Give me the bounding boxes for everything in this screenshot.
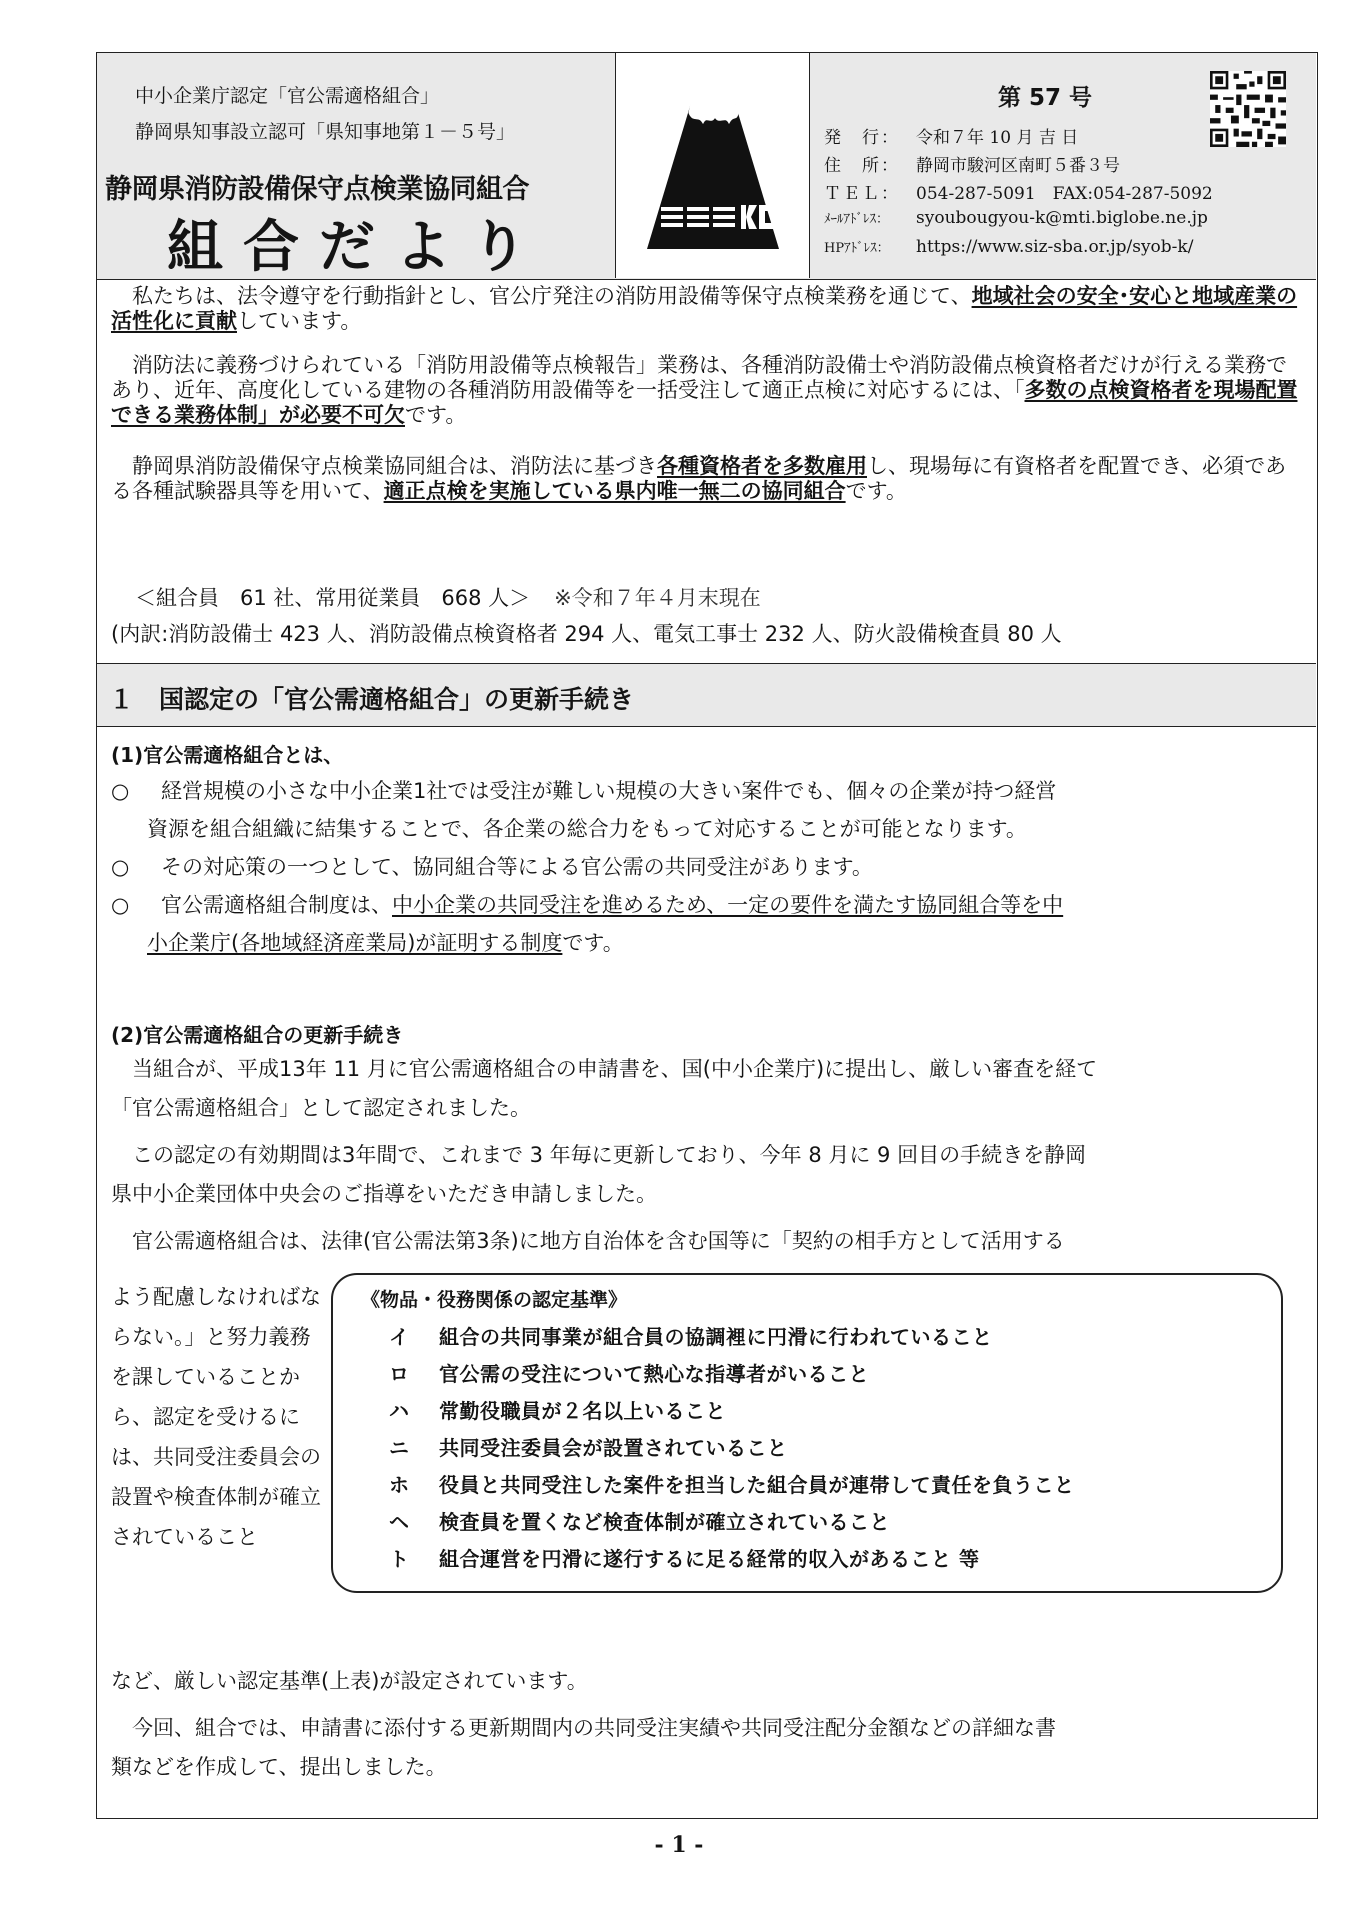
- text: 私たちは、法令遵守を行動指針とし、官公庁発注の消防用設備等保守点検業務を通じて、: [111, 284, 972, 308]
- staff-breakdown: (内訳:消防設備士 423 人、消防設備点検資格者 294 人、電気工事士 232 人、防火設備検査員 80 人: [111, 622, 1062, 646]
- masthead-left: [97, 53, 616, 278]
- organization-name: 静岡県消防設備保守点検業協同組合: [105, 174, 529, 205]
- criteria-key: ホ: [389, 1473, 410, 1497]
- text: です。: [562, 931, 624, 955]
- emphasis: 各種資格者を多数雇用: [657, 454, 867, 478]
- info-address: [824, 151, 1120, 176]
- bullet-3-line-1: [111, 889, 1063, 919]
- intro-paragraph-1: [111, 284, 1307, 334]
- approval-line: 静岡県知事設立認可「県知事地第１－５号」: [135, 121, 516, 143]
- criteria-item: [389, 1395, 726, 1424]
- bullet-icon: ○: [111, 779, 130, 803]
- mount-fuji-logo: [616, 53, 810, 278]
- body-line: 官公需適格組合は、法律(官公需法第3条)に地方自治体を含む国等に「契約の相手方として活用する: [111, 1229, 1065, 1253]
- as-of-note: ※令和７年４月末現在: [554, 586, 761, 610]
- info-value: 054-287-5091 FAX:054-287-5092: [916, 184, 1213, 204]
- body-line: 当組合が、平成13年 11 月に官公需適格組合の申請書を、国(中小企業庁)に提出し、厳しい審査を経て: [111, 1057, 1098, 1081]
- underlined-text: 小企業庁(各地域経済産業局)が証明する制度: [147, 931, 563, 955]
- info-value: 静岡市駿河区南町５番３号: [916, 156, 1120, 176]
- bullet-1-line-1: [111, 775, 1056, 805]
- criteria-key: イ: [389, 1325, 410, 1349]
- info-label: 発 行：: [824, 128, 900, 148]
- fuji-logo-icon: [643, 89, 783, 249]
- text: です。: [845, 479, 907, 503]
- members-text: ＜組合員 61 社、常用従業員 668 人＞: [135, 586, 531, 610]
- criteria-item: [389, 1469, 1075, 1498]
- page-number: - 1 -: [654, 1832, 704, 1858]
- criteria-box: [331, 1273, 1283, 1593]
- criteria-key: ト: [389, 1547, 410, 1571]
- criteria-text: 常勤役職員が２名以上いること: [439, 1399, 726, 1423]
- info-phone: [824, 179, 1213, 204]
- criteria-text: 役員と共同受注した案件を担当した組合員が連帯して責任を負うこと: [439, 1473, 1075, 1497]
- criteria-text: 組合の共同事業が組合員の協調裡に円滑に行われていること: [439, 1325, 993, 1349]
- subsection-heading-2: (2)官公需適格組合の更新手続き: [111, 1023, 404, 1047]
- body-line: 「官公需適格組合」として認定されました。: [111, 1096, 531, 1120]
- criteria-text: 官公需の受注について熱心な指導者がいること: [439, 1362, 870, 1386]
- underlined-text: 中小企業の共同受注を進めるため、一定の要件を満たす協同組合等を中: [392, 893, 1064, 917]
- email-link[interactable]: syoubougyou-k@mti.biglobe.ne.jp: [916, 208, 1208, 228]
- bullet-3-line-2: [111, 927, 624, 957]
- criteria-text: 組合運営を円滑に遂行するに足る経常的収入があること 等: [439, 1547, 980, 1571]
- criteria-key: ニ: [389, 1436, 410, 1460]
- text: 消防法に義務づけられている「消防用設備等点検報告」業務は、各種消防設備士や消防設備点検資格者だけが行える業務であり、近年、高度化している建物の各種消防用設備等を一括受注して適正点検に対応するには、「: [111, 353, 1287, 402]
- info-label: 住 所：: [824, 156, 900, 176]
- section-title: １ 国認定の「官公需適格組合」の更新手続き: [109, 685, 635, 714]
- text: その対応策の一つとして、協同組合等による官公需の共同受注があります。: [161, 855, 873, 879]
- info-email: [824, 208, 1208, 228]
- text: です。: [405, 403, 467, 427]
- criteria-item: [389, 1321, 993, 1350]
- website-link[interactable]: https://www.siz-sba.or.jp/syob-k/: [916, 237, 1194, 257]
- info-website: [824, 237, 1193, 257]
- issue-number: 第 57 号: [998, 85, 1093, 111]
- intro-paragraph-3: [111, 454, 1307, 504]
- info-label: ＴＥＬ：: [824, 184, 900, 204]
- emphasis: 適正点検を実施している県内唯一無二の協同組合: [383, 479, 846, 503]
- intro-section: [97, 280, 1316, 701]
- criteria-text: 検査員を置くなど検査体制が確立されていること: [439, 1510, 890, 1534]
- text: 静岡県消防設備保守点検業協同組合は、消防法に基づき: [111, 454, 657, 478]
- body-line: 県中小企業団体中央会のご指導をいただき申請しました。: [111, 1182, 657, 1206]
- criteria-key: ロ: [389, 1362, 410, 1386]
- side-text: よう配慮しなければならない。」と努力義務を課していることから、認定を受けるには、共同受注委員会の設置や検査体制が確立されていること: [111, 1285, 321, 1549]
- info-label: HPｱﾄﾞﾚｽ：: [824, 241, 890, 256]
- text: し、現場毎に有資格者を配置でき、必須である各種試験器具等を用いて、: [111, 454, 1287, 503]
- info-value: 令和７年 10 月 吉 日: [916, 128, 1079, 148]
- bullet-icon: ○: [111, 893, 130, 917]
- section-header: [97, 663, 1316, 727]
- intro-paragraph-2: [111, 353, 1307, 428]
- member-count: [135, 582, 761, 612]
- body-line: 類などを作成して、提出しました。: [111, 1755, 447, 1779]
- criteria-item: [389, 1432, 788, 1461]
- text: 官公需適格組合制度は、: [161, 893, 392, 917]
- criteria-text: 共同受注委員会が設置されていること: [439, 1436, 788, 1460]
- bullet-icon: ○: [111, 855, 130, 879]
- criteria-key: ハ: [389, 1399, 410, 1423]
- body-line: 今回、組合では、申請書に添付する更新期間内の共同受注実績や共同受注配分金額などの詳細な書: [111, 1716, 1056, 1740]
- newsletter-page: [96, 52, 1318, 1819]
- criteria-item: [389, 1543, 979, 1572]
- criteria-item: [389, 1358, 869, 1387]
- masthead-right: [810, 53, 1316, 278]
- text: しています。: [237, 309, 362, 333]
- emphasis: 地域社会の安全･安心と地域産業の活性化に貢献: [111, 284, 1298, 333]
- masthead: [97, 53, 1316, 280]
- criteria-item: [389, 1506, 890, 1535]
- qr-code-icon: [1210, 71, 1286, 147]
- criteria-key: ヘ: [389, 1510, 410, 1534]
- certification-line: 中小企業庁認定「官公需適格組合」: [135, 85, 440, 107]
- emphasis: 多数の点検資格者を現場配置できる業務体制」が必要不可欠: [111, 378, 1298, 427]
- text: 経営規模の小さな中小企業1社では受注が難しい規模の大きい案件でも、個々の企業が持つ経営: [161, 779, 1057, 803]
- info-label: ﾒｰﾙｱﾄﾞﾚｽ：: [824, 212, 890, 227]
- bullet-1-line-2: 資源を組合組織に結集することで、各企業の総合力をもって対応することが可能となります。: [147, 817, 1027, 841]
- bullet-2: [111, 851, 873, 881]
- newsletter-title: 組合だより: [167, 214, 547, 280]
- criteria-title: 《物品・役務関係の認定基準》: [361, 1289, 628, 1311]
- info-issued: [824, 123, 1078, 148]
- body-line: この認定の有効期間は3年間で、これまで 3 年毎に更新しており、今年 8 月に 9 回目の手続きを静岡: [111, 1143, 1087, 1167]
- subsection-heading-1: (1)官公需適格組合とは、: [111, 743, 344, 767]
- body-line: など、厳しい認定基準(上表)が設定されています。: [111, 1669, 588, 1693]
